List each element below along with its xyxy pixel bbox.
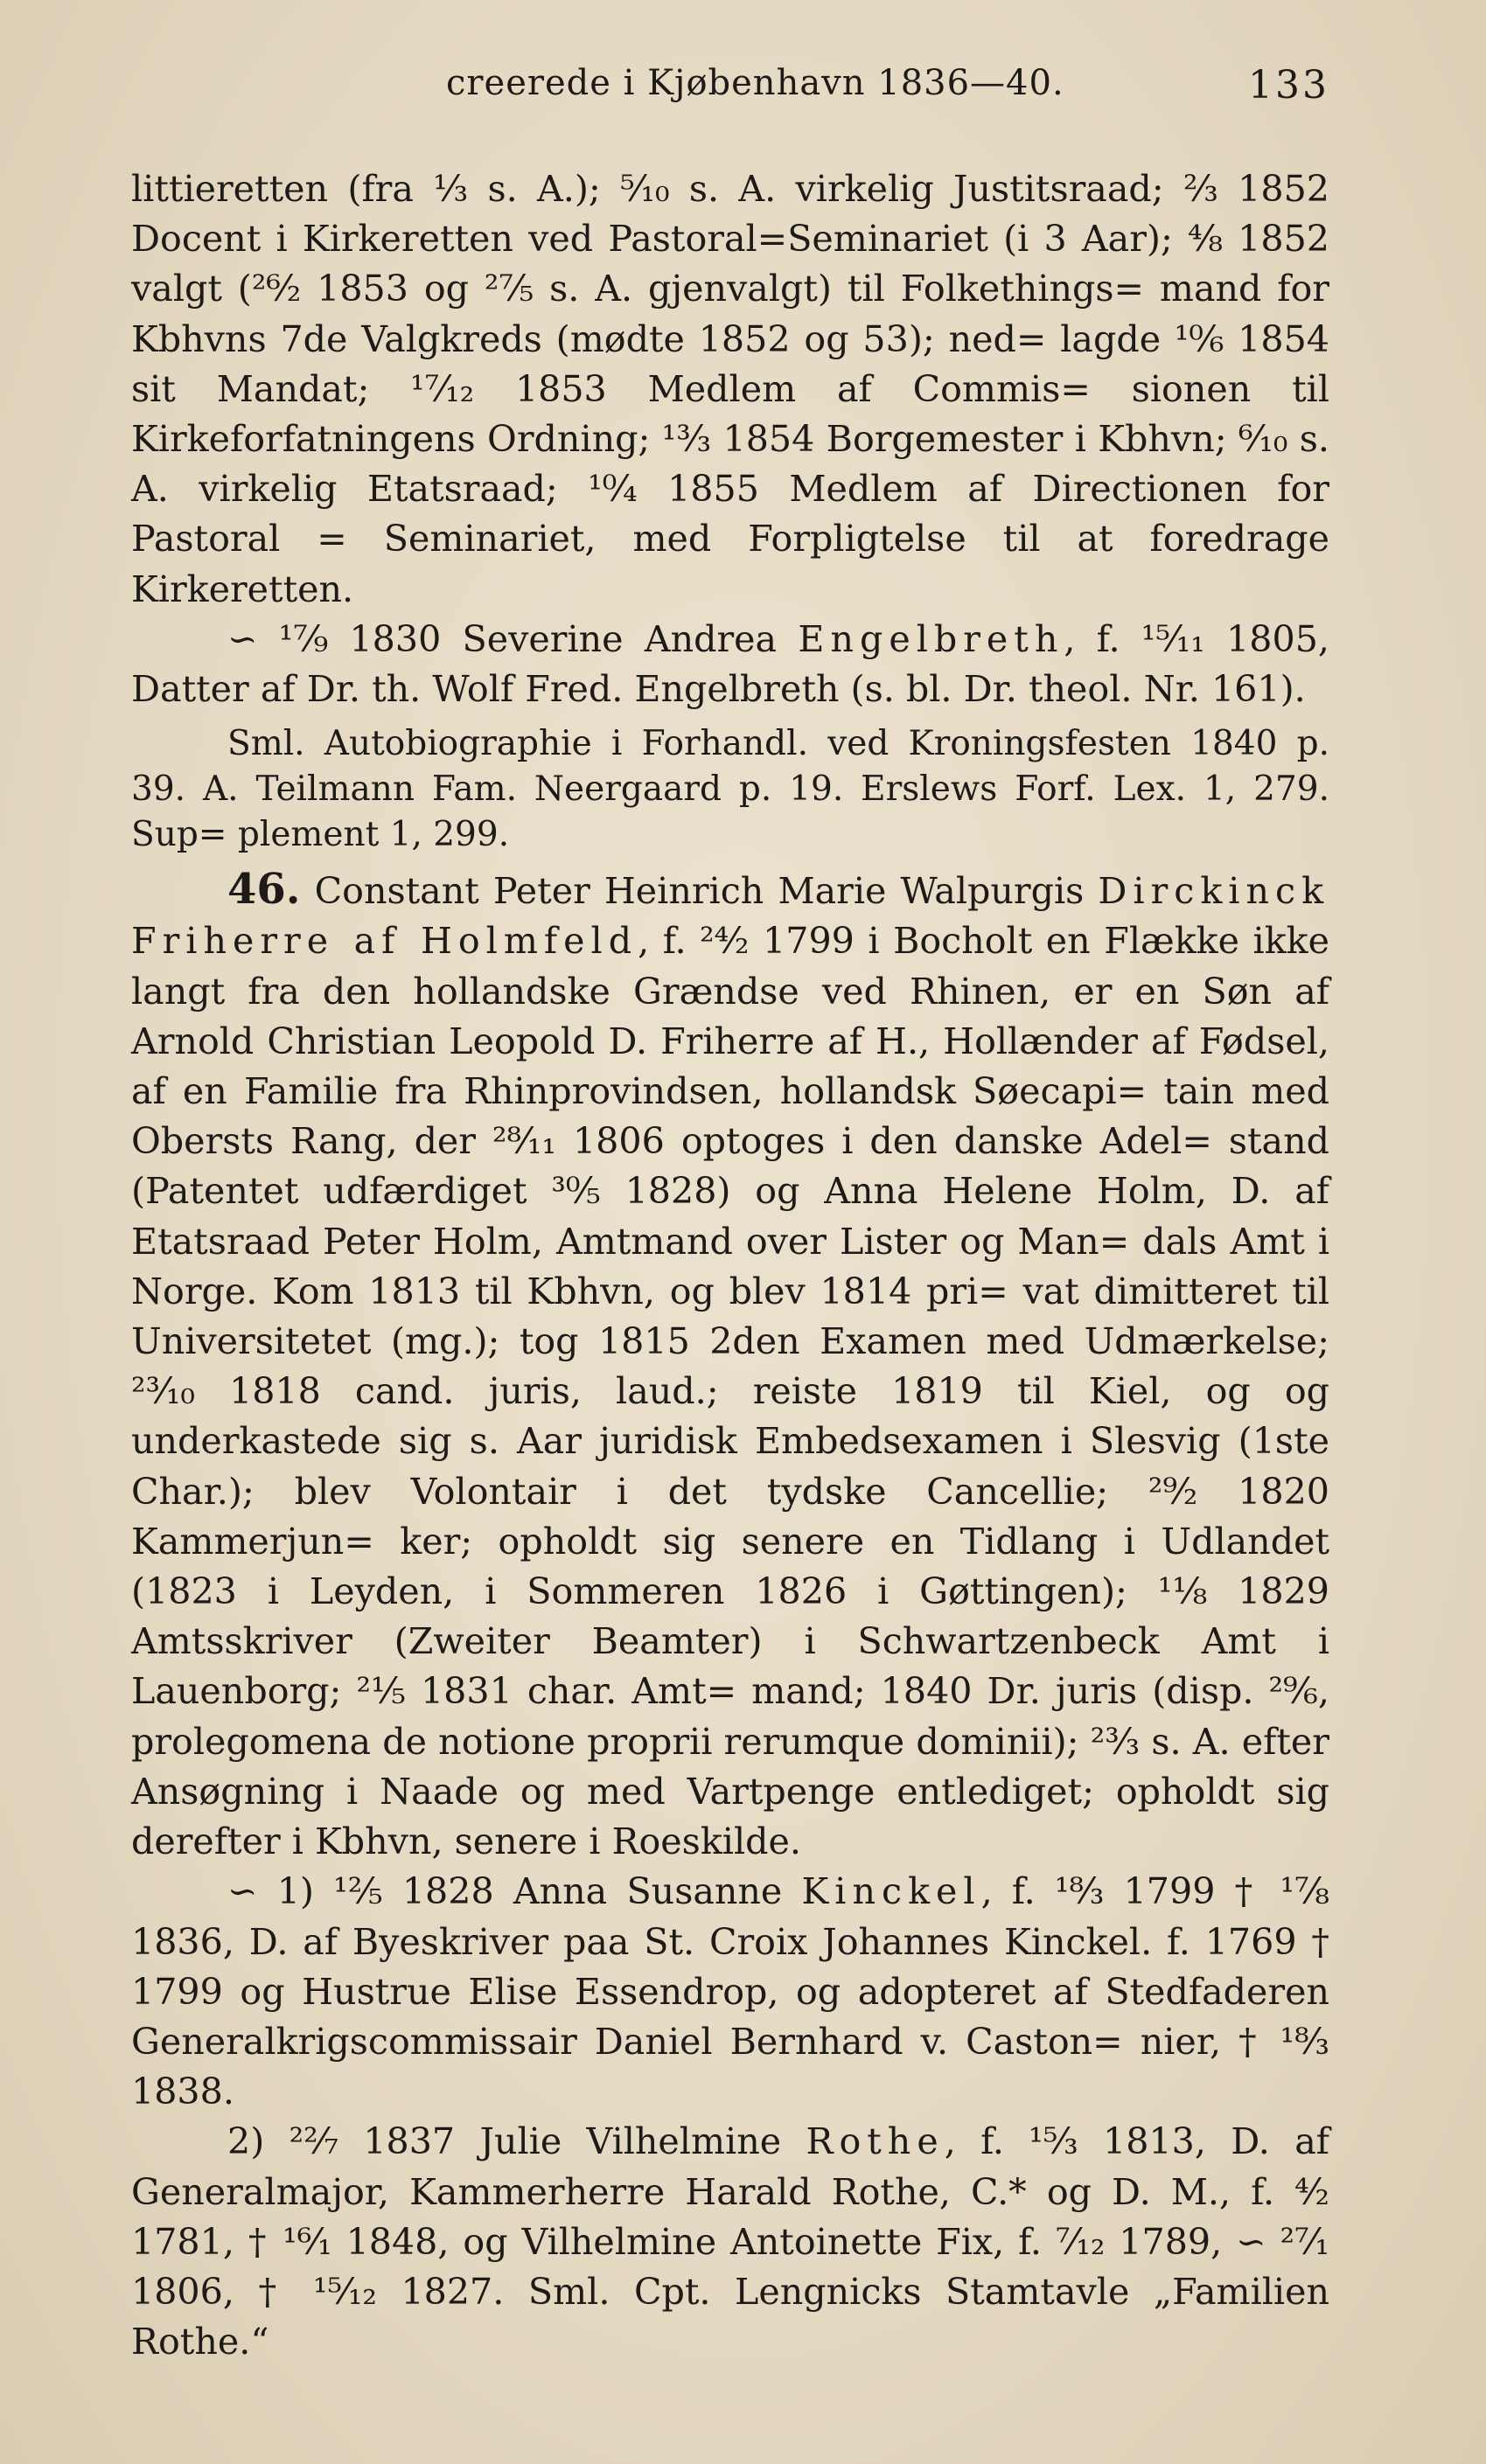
second-marriage-start: 2) ²²⁄₇ 1837 Julie Vilhelmine (227, 2120, 782, 2163)
first-marriage-rest: , f. ¹⁸⁄₃ 1799 † ¹⁷⁄₈ 1836, D. af Byeskriver paa St. Croix Johannes Kinckel. f. 1769 † 1799 og Hustrue Elise Essendrop, og adopteret af Stedfaderen Generalkrigscommissair Daniel Bernhard v. Caston= nier, † ¹⁸⁄₃ 1838. (131, 1870, 1329, 2113)
first-spouse-name: Kinckel (801, 1870, 981, 1913)
entry-number: 46. (227, 865, 301, 915)
entry-given-names: Constant Peter Heinrich Marie Walpurgis (314, 870, 1085, 913)
page-number: 133 (1248, 63, 1329, 108)
book-page (131, 52, 1329, 2431)
body-text (131, 164, 1329, 2367)
paragraph-second-marriage (131, 2117, 1329, 2367)
running-head (131, 52, 1329, 122)
marriage-text-start: ∽ ¹⁷⁄₉ 1830 Severine Andrea (227, 617, 778, 660)
paragraph-marriage (131, 615, 1329, 714)
paragraph-first-marriage (131, 1867, 1329, 2117)
spouse-name: Engelbreth (798, 617, 1064, 660)
paragraph-entry-46 (131, 865, 1329, 1867)
reference-note: Sml. Autobiographie i Forhandl. ved Kroningsfesten 1840 p. 39. A. Teilmann Fam. Neergaard p. 19. Erslews Forf. Lex. 1, 279. Sup= plement 1, 299. (131, 724, 1329, 855)
marriage-text-rest: , f. ¹⁵⁄₁₁ 1805, Datter af Dr. th. Wolf Fred. Engelbreth (s. bl. Dr. theol. Nr. 161). (131, 617, 1330, 711)
paragraph-career-continued: littieretten (fra ⅓ s. A.); ⁵⁄₁₀ s. A. virkelig Justitsraad; ⅔ 1852 Docent i Kirkeretten ved Pastoral=Seminariet (i 3 Aar); ⁴⁄₈ 1852 valgt (²⁶⁄₂ 1853 og ²⁷⁄₅ s. A. gjenvalgt) til Folkethings= mand for Kbhvns 7de Valgkreds (mødte 1852 og 53); ned= lagde ¹⁰⁄₆ 1854 sit Mandat; ¹⁷⁄₁₂ 1853 Medlem af Commis= sionen til Kirkeforfatningens Ordning; ¹³⁄₃ 1854 Borgemester i Kbhvn; ⁶⁄₁₀ s. A. virkelig Etatsraad; ¹⁰⁄₄ 1855 Medlem af Directionen for Pastoral = Seminariet, med Forpligtelse til at foredrage Kirkeretten. (131, 168, 1329, 610)
running-title: creerede i Kjøbenhavn 1836—40. (446, 63, 1064, 103)
entry-surname: Dirckinck Friherre af Holmfeld (131, 870, 1330, 963)
second-spouse-name: Rothe (806, 2120, 945, 2163)
entry-biography: , f. ²⁴⁄₂ 1799 i Bocholt en Flække ikke langt fra den hollandske Grændse ved Rhinen, er en Søn af Arnold Christian Leopold D. Friherre af H., Hollænder af Fødsel, af en Familie fra Rhinprovindsen, hollandsk Søecapi= tain med Obersts Rang, der ²⁸⁄₁₁ 1806 optoges i den danske Adel= stand (Patentet udfærdiget ³⁰⁄₅ 1828) og Anna Helene Holm, D. af Etatsraad Peter Holm, Amtmand over Lister og Man= dals Amt i Norge. Kom 1813 til Kbhvn, og blev 1814 pri= vat dimitteret til Universitetet (mg.); tog 1815 2den Examen med Udmærkelse; ²³⁄₁₀ 1818 cand. juris, laud.; reiste 1819 til Kiel, og og underkastede sig s. Aar juridisk Embedsexamen i Slesvig (1ste Char.); blev Volontair i det tydske Cancellie; ²⁹⁄₂ 1820 Kammerjun= ker; opholdt sig senere en Tidlang i Udlandet (1823 i Leyden, i Sommeren 1826 i Gøttingen); ¹¹⁄₈ 1829 Amtsskriver (Zweiter Beamter) i Schwartzenbeck Amt i Lauenborg; ²¹⁄₅ 1831 char. Amt= mand; 1840 Dr. juris (disp. ²⁹⁄₆, prolegomena de notione proprii rerumque dominii); ²³⁄₃ s. A. efter Ansøgning i Naade og med Vartpenge entlediget; opholdt sig derefter i Kbhvn, senere i Roeskilde. (131, 920, 1329, 1863)
first-marriage-start: ∽ 1) ¹²⁄₅ 1828 Anna Susanne (227, 1870, 783, 1913)
second-marriage-rest: , f. ¹⁵⁄₃ 1813, D. af Generalmajor, Kammerherre Harald Rothe, C.* og D. M., f. ⁴⁄₂ 1781, † ¹⁶⁄₁ 1848, og Vilhelmine Antoinette Fix, f. ⁷⁄₁₂ 1789, ∽ ²⁷⁄₁ 1806, † ¹⁵⁄₁₂ 1827. Sml. Cpt. Lengnicks Stamtavle „Familien Rothe.“ (131, 2120, 1330, 2363)
